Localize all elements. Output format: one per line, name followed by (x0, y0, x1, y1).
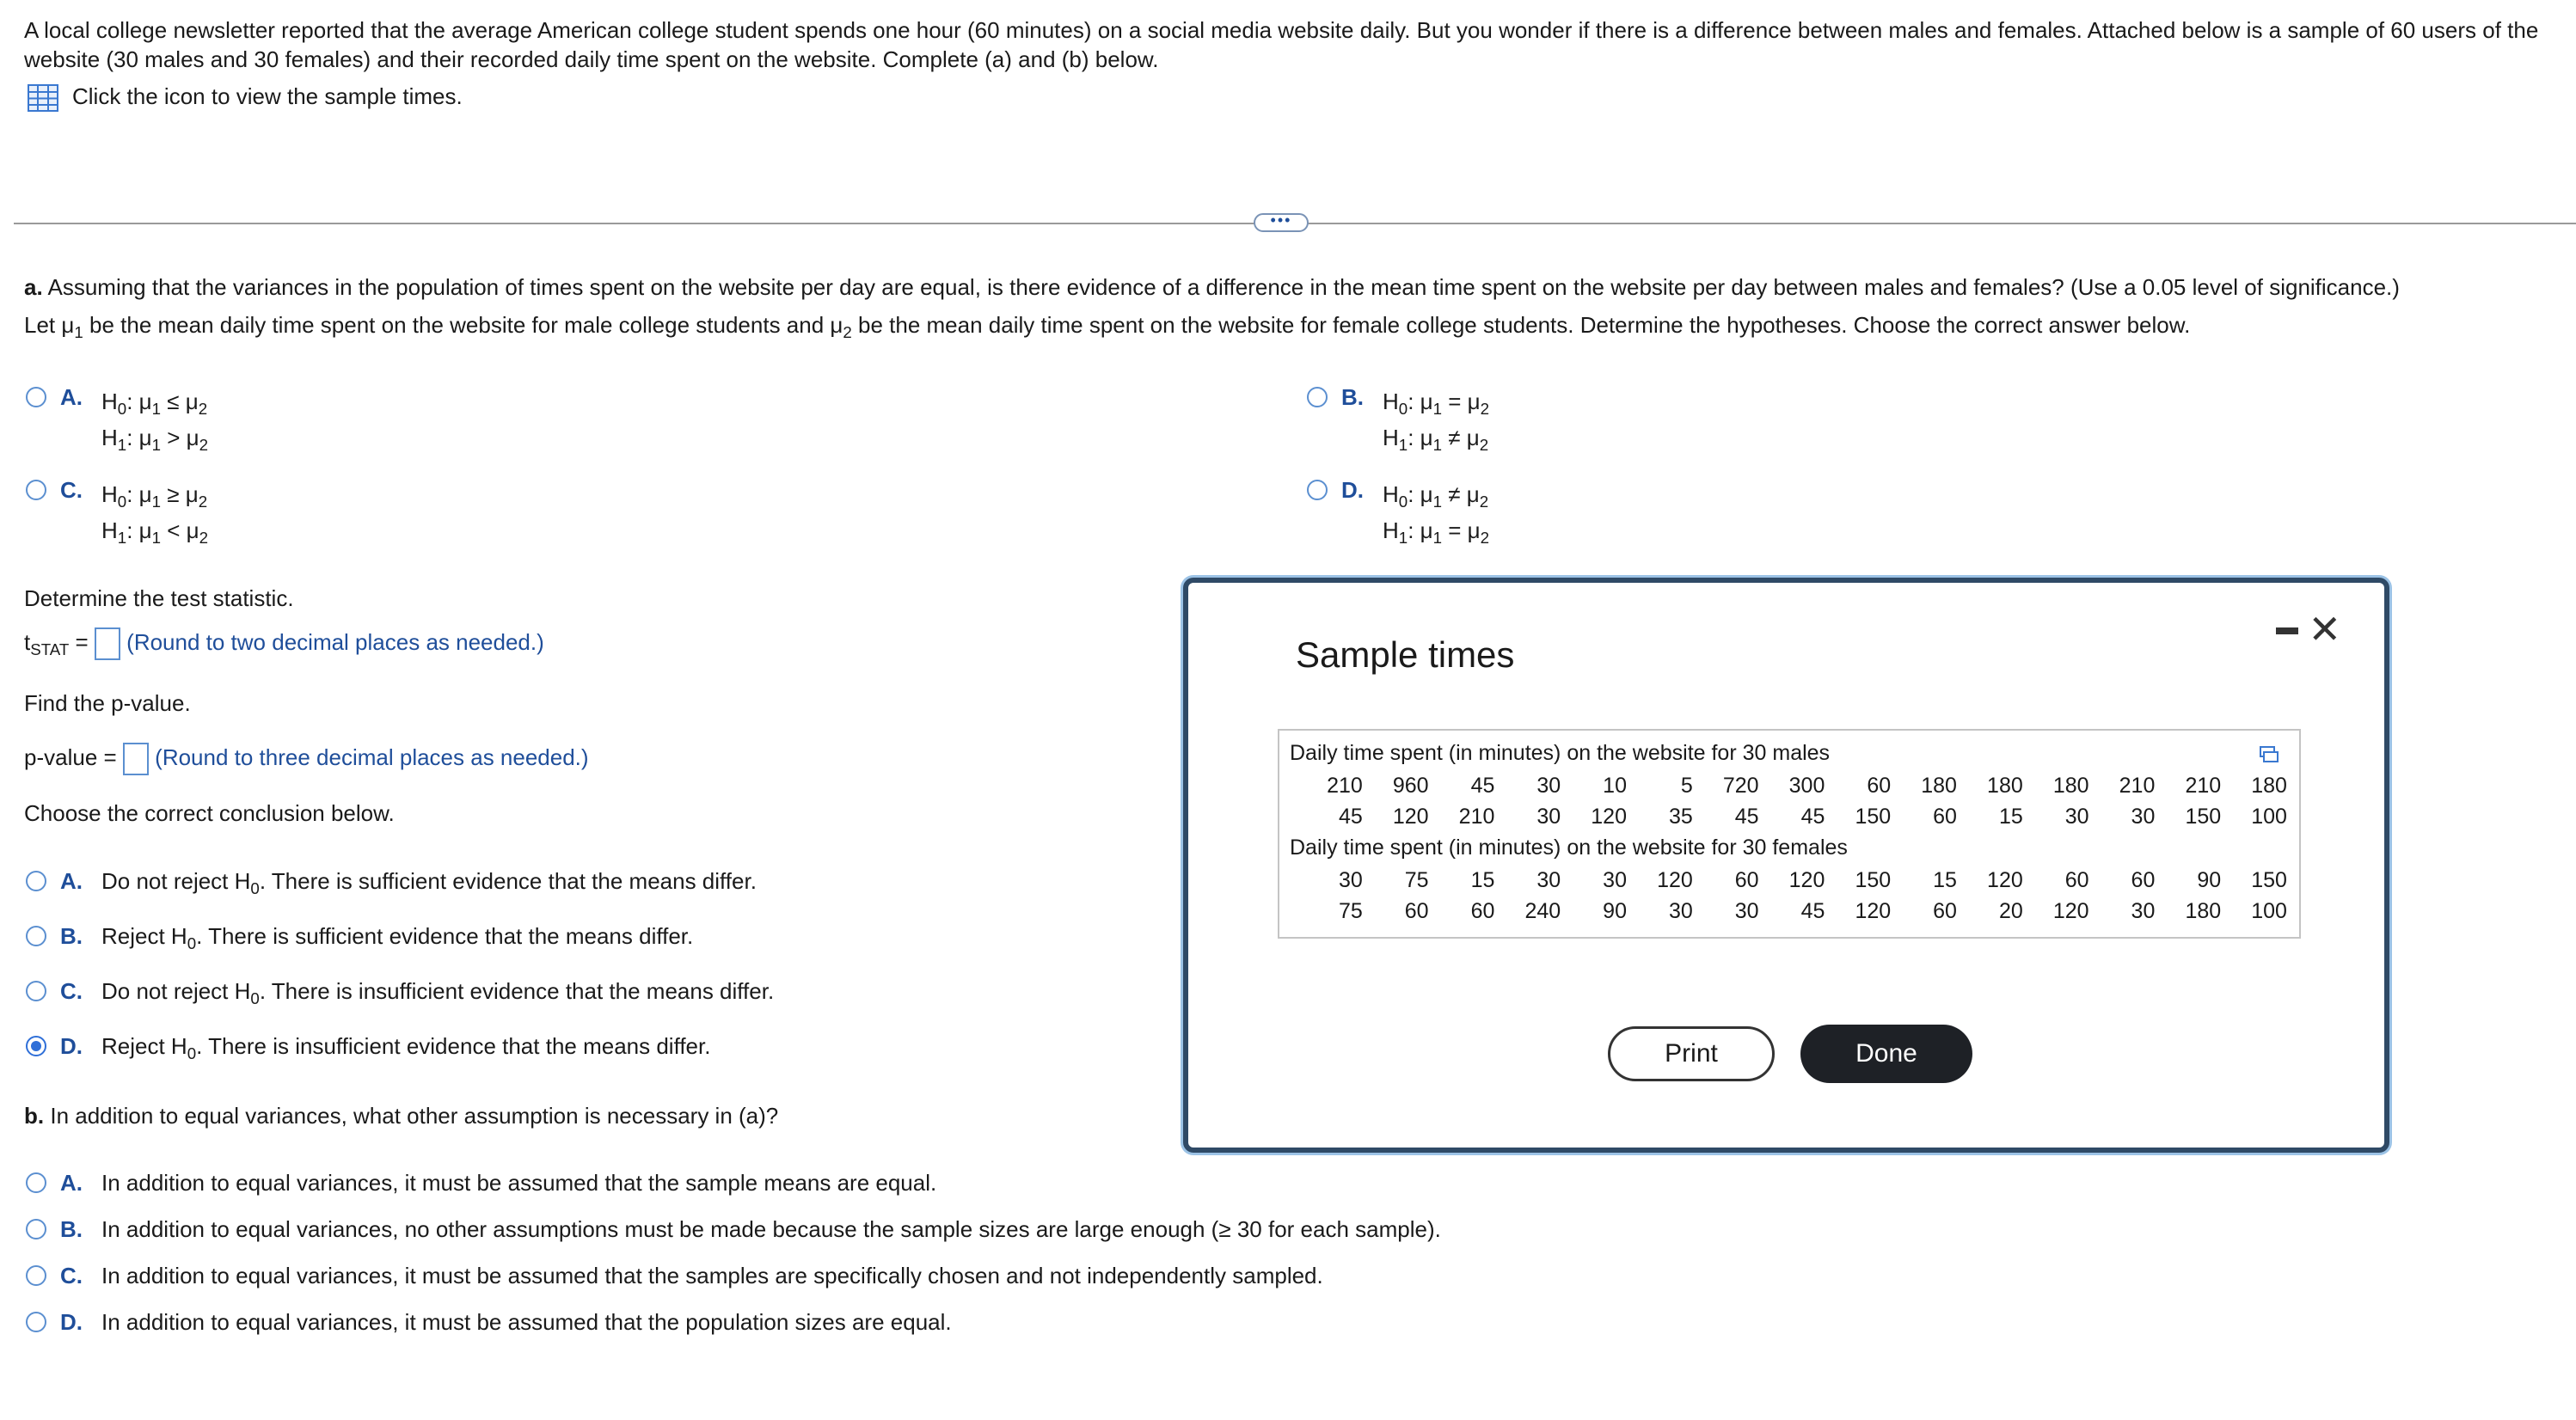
data-cell: 15 (1470, 868, 1495, 892)
data-cell: 120 (1788, 868, 1825, 892)
data-cell: 35 (1668, 805, 1693, 829)
data-cell: 45 (1470, 774, 1495, 798)
hypothesis-option-a[interactable]: A. $H_0$: $\mu_1 \le \mu_2$ $H_1$: $\mu_1 > \mu_2$ (26, 383, 208, 456)
data-cell: 300 (1788, 774, 1825, 798)
radio-button[interactable] (26, 1219, 46, 1239)
print-button[interactable]: Print (1608, 1026, 1775, 1081)
part-b-option-c[interactable]: C. In addition to equal variances, it must be assumed that the samples are specifically chosen and not independently sampled. (26, 1262, 1323, 1289)
data-cell: 100 (2251, 899, 2287, 923)
radio-button-selected[interactable] (26, 1036, 46, 1056)
data-cell: 150 (1855, 868, 1892, 892)
data-cell: 15 (1998, 805, 2023, 829)
table-icon[interactable] (28, 84, 58, 112)
part-a-question-text: Assuming that the variances in the population of times spent on the website per day are equal, is there evidence of a difference in the mean time spent on the website per day between males and females? (Use a 0.05 level of significance.) (47, 274, 2400, 300)
data-cell: 30 (1536, 868, 1561, 892)
problem-statement: A local college newsletter reported that the average American college student spends one hour (60 minutes) on a social media website daily. But you wonder if there is a difference between males and females. Attached below is a sample of 60 users of the website (30 males and 30 females) and their recorded daily time spent on the website. Complete (a) and (b) below. (24, 17, 2539, 72)
part-a-label: a. (24, 274, 43, 300)
data-cell: 90 (1603, 899, 1627, 923)
radio-button[interactable] (26, 981, 46, 1001)
pvalue-prompt: Find the p-value. (24, 690, 191, 716)
data-cell: 180 (1987, 774, 2023, 798)
conclusion-option-c[interactable]: C. Do not reject $H_0$. There is insufficient evidence that the means differ. (26, 977, 774, 1005)
data-cell: 60 (2131, 868, 2156, 892)
data-cell: 75 (1338, 899, 1363, 923)
data-cell: 720 (1722, 774, 1759, 798)
data-cell: 30 (1338, 868, 1363, 892)
data-cell: 45 (1338, 805, 1363, 829)
data-cell: 60 (1470, 899, 1495, 923)
done-button[interactable]: Done (1800, 1025, 1972, 1083)
data-cell: 60 (1933, 805, 1957, 829)
females-row-2 (1297, 896, 2287, 927)
females-header: Daily time spent (in minutes) on the website for 30 females (1290, 835, 1848, 860)
data-cell: 60 (1867, 774, 1892, 798)
data-cell: 30 (2131, 899, 2156, 923)
radio-button[interactable] (26, 387, 46, 407)
data-cell: 120 (1392, 805, 1429, 829)
pvalue-label: p-value = (24, 744, 117, 770)
data-cell: 180 (2052, 774, 2089, 798)
conclusion-option-d[interactable]: D. Reject $H_0$. There is insufficient evidence that the means differ. (26, 1032, 710, 1060)
data-cell: 30 (1603, 868, 1627, 892)
data-cell: 20 (1998, 899, 2023, 923)
data-cell: 120 (1855, 899, 1892, 923)
data-cell: 210 (1458, 805, 1495, 829)
data-cell: 960 (1392, 774, 1429, 798)
data-cell: 150 (2185, 805, 2222, 829)
minimize-icon[interactable] (2276, 627, 2298, 634)
close-icon[interactable]: ✕ (2308, 607, 2341, 652)
data-cell: 60 (2064, 868, 2089, 892)
pvalue-input[interactable] (123, 743, 149, 775)
males-header: Daily time spent (in minutes) on the website for 30 males (1290, 741, 1831, 765)
hypotheses-instruction: Let $\mu_1$ be the mean daily time spent on the website for male college students and $\mu_2$ be the mean daily time spent on the website for female college students. Determine the hypotheses. Choose the correct answer below. (24, 312, 2191, 341)
data-cell: 210 (2119, 774, 2156, 798)
data-cell: 60 (1404, 899, 1429, 923)
tstat-label: t (24, 628, 31, 655)
expand-more-button[interactable]: ••• (1254, 213, 1309, 232)
data-cell: 90 (2197, 868, 2222, 892)
tstat-hint: (Round to two decimal places as needed.) (126, 628, 544, 655)
copy-icon[interactable] (2260, 746, 2279, 763)
data-cell: 240 (1524, 899, 1561, 923)
hypothesis-option-d[interactable]: D. $H_0$: $\mu_1 \ne \mu_2$ $H_1$: $\mu_1 = \mu_2$ (1307, 476, 1489, 548)
data-cell: 180 (1921, 774, 1957, 798)
sample-times-dialog (1183, 578, 2389, 1153)
data-cell: 15 (1933, 868, 1957, 892)
males-row-1 (1297, 770, 2287, 801)
test-stat-prompt: Determine the test statistic. (24, 585, 294, 611)
data-cell: 75 (1404, 868, 1429, 892)
data-cell: 120 (1591, 805, 1627, 829)
data-cell: 180 (2185, 899, 2222, 923)
view-sample-link[interactable]: Click the icon to view the sample times. (72, 83, 463, 109)
females-row-1 (1297, 865, 2287, 896)
conclusion-option-a[interactable]: A. Do not reject $H_0$. There is sufficient evidence that the means differ. (26, 867, 757, 895)
dialog-title: Sample times (1296, 634, 1515, 675)
males-row-2 (1297, 801, 2287, 832)
data-cell: 60 (1734, 868, 1759, 892)
radio-button[interactable] (26, 1265, 46, 1286)
part-b-option-a[interactable]: A. In addition to equal variances, it must be assumed that the sample means are equal. (26, 1169, 936, 1197)
data-cell: 150 (2251, 868, 2287, 892)
radio-button[interactable] (26, 871, 46, 891)
pvalue-hint: (Round to three decimal places as needed.) (155, 744, 589, 770)
data-cell: 30 (1536, 805, 1561, 829)
data-cell: 210 (2185, 774, 2222, 798)
data-cell: 60 (1933, 899, 1957, 923)
data-cell: 120 (2052, 899, 2089, 923)
data-cell: 100 (2251, 805, 2287, 829)
data-cell: 10 (1603, 774, 1627, 798)
radio-button[interactable] (1307, 480, 1328, 500)
part-b-question: b. In addition to equal variances, what other assumption is necessary in (a)? (24, 1103, 779, 1129)
data-cell: 5 (1680, 774, 1693, 798)
data-cell: 30 (1668, 899, 1693, 923)
tstat-input[interactable] (95, 627, 120, 660)
data-cell: 30 (2064, 805, 2089, 829)
conclusion-prompt: Choose the correct conclusion below. (24, 800, 395, 826)
conclusion-option-b[interactable]: B. Reject $H_0$. There is sufficient evidence that the means differ. (26, 922, 693, 950)
data-cell: 45 (1734, 805, 1759, 829)
data-cell: 30 (2131, 805, 2156, 829)
data-cell: 30 (1734, 899, 1759, 923)
radio-button[interactable] (26, 480, 46, 500)
data-cell: 210 (1327, 774, 1363, 798)
radio-button[interactable] (26, 926, 46, 946)
data-cell: 120 (1987, 868, 2023, 892)
tstat-row: $t_{STAT}$ = (Round to two decimal places as needed.) (24, 627, 544, 660)
data-cell: 45 (1800, 899, 1825, 923)
hypothesis-option-c[interactable]: C. $H_0$: $\mu_1 \ge \mu_2$ $H_1$: $\mu_1 < \mu_2$ (26, 476, 208, 548)
data-cell: 180 (2251, 774, 2287, 798)
part-a-question (24, 273, 2400, 301)
data-cell: 30 (1536, 774, 1561, 798)
pvalue-row (24, 743, 589, 775)
data-cell: 45 (1800, 805, 1825, 829)
data-cell: 120 (1657, 868, 1693, 892)
data-cell: 150 (1855, 805, 1892, 829)
radio-button[interactable] (1307, 387, 1328, 407)
part-b-option-b[interactable]: B. In addition to equal variances, no other assumptions must be made because the sample sizes are large enough (≥ 30 for each sample). (26, 1215, 1441, 1243)
radio-button[interactable] (26, 1312, 46, 1332)
sample-data-table (1278, 729, 2301, 939)
part-b-option-d[interactable]: D. In addition to equal variances, it must be assumed that the population sizes are equal. (26, 1308, 952, 1336)
hypothesis-option-b[interactable]: B. $H_0$: $\mu_1 = \mu_2$ $H_1$: $\mu_1 \ne \mu_2$ (1307, 383, 1489, 456)
radio-button[interactable] (26, 1172, 46, 1193)
